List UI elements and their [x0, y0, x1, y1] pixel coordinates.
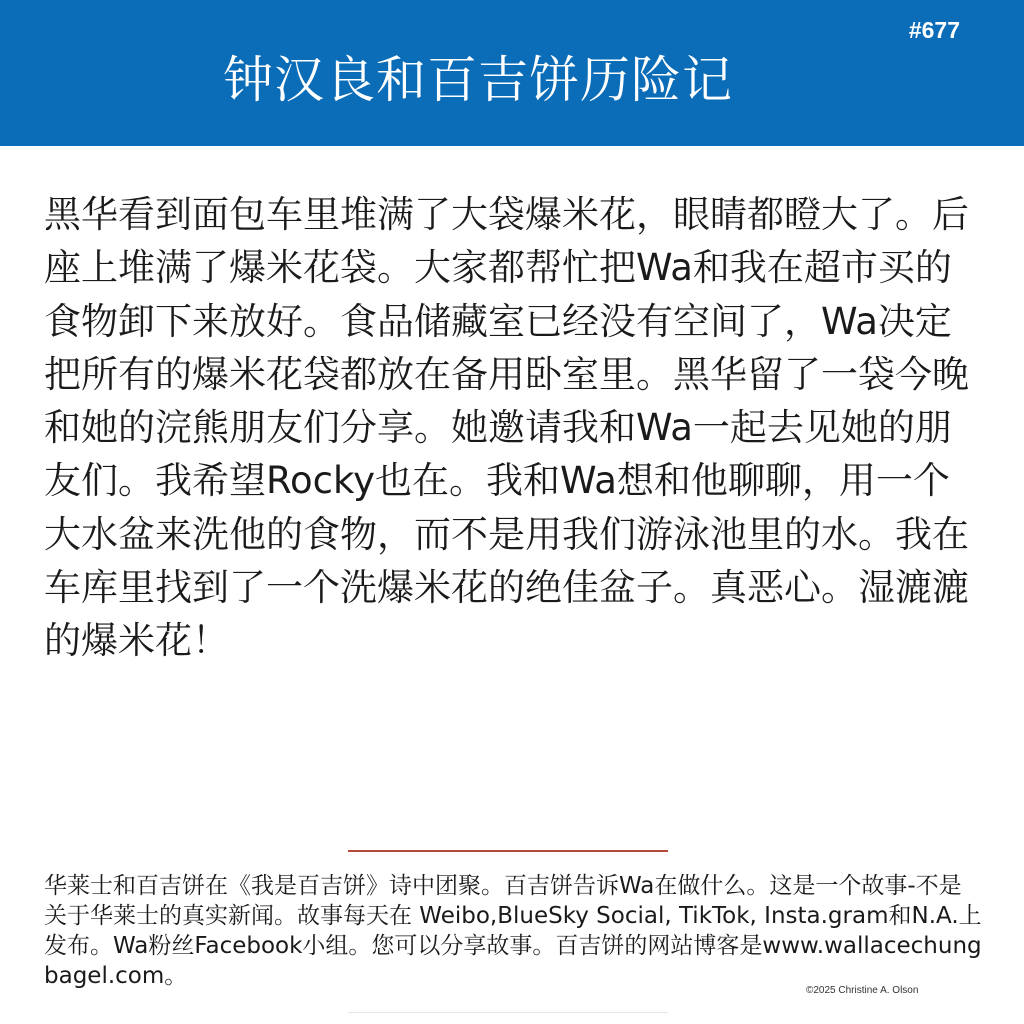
copyright-notice: ©2025 Christine A. Olson: [806, 985, 919, 996]
story-text: 黑华看到面包车里堆满了大袋爆米花，眼睛都瞪大了。后座上堆满了爆米花袋。大家都帮忙把Wa和我在超市买的食物卸下来放好。食品储藏室已经没有空间了，Wa决定把所有的爆米花袋都放在备用卧室里。黑华留了一袋今晚和她的浣熊朋友们分享。她邀请我和Wa一起去见她的朋友们。我希望Rocky也在。我和Wa想和他聊聊，用一个大水盆来洗他的食物，而不是用我们游泳池里的水。我在车库里找到了一个洗爆米花的绝佳盆子。真恶心。湿漉漉的爆米花！: [44, 193, 969, 663]
bottom-divider: [348, 1012, 668, 1013]
title-banner: [0, 0, 1024, 146]
page-title: 钟汉良和百吉饼历险记: [223, 51, 733, 109]
episode-number: #677: [908, 17, 960, 43]
footer-note: 华莱士和百吉饼在《我是百吉饼》诗中团聚。百吉饼告诉Wa在做什么。这是一个故事-不是关于华莱士的真实新闻。故事每天在 Weibo,BlueSky Social, TikTok, Insta.gram和N.A.上发布。Wa粉丝Facebook小组。您可以分享故事。百吉饼的网站博客是www.wallacechungbagel.com。: [44, 873, 982, 989]
section-divider: [348, 850, 668, 852]
